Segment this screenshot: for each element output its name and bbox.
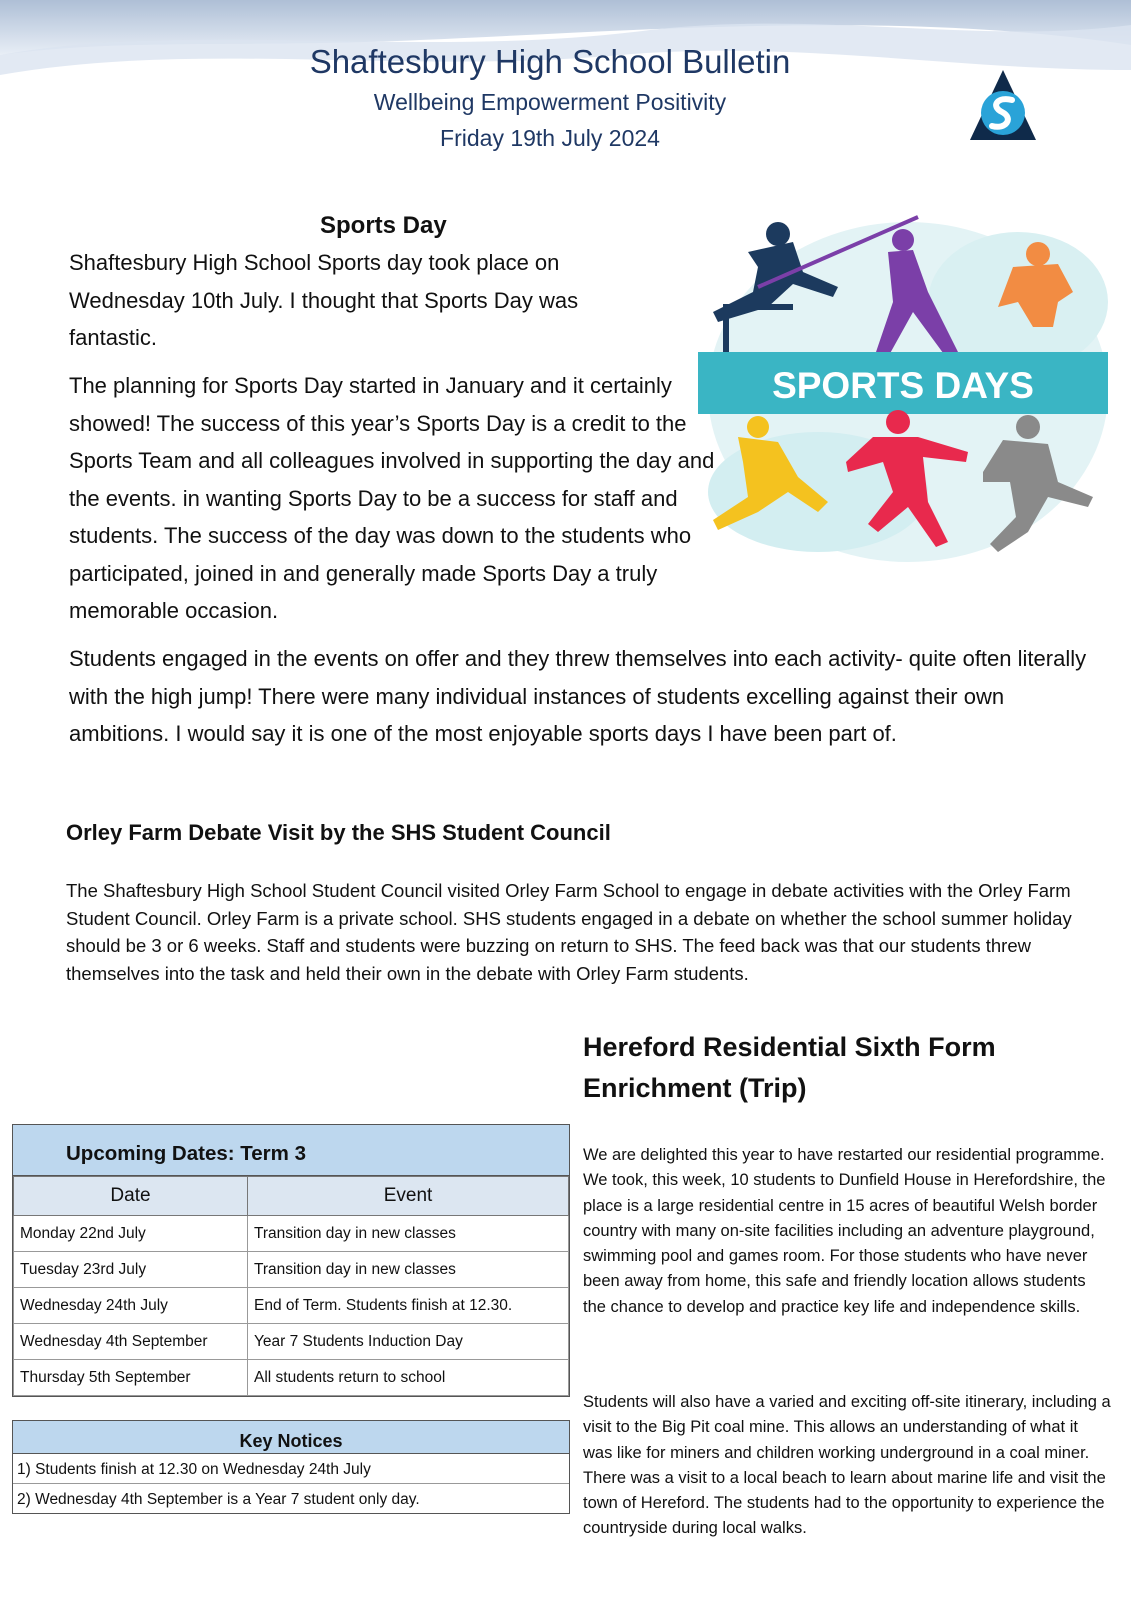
bulletin-subtitle: Wellbeing Empowerment Positivity bbox=[373, 89, 727, 115]
dates-table bbox=[13, 1176, 569, 1396]
key-notices-table bbox=[12, 1420, 570, 1514]
sports-days-illustration bbox=[698, 212, 1108, 567]
event-cell: Transition day in new classes bbox=[248, 1252, 569, 1288]
table-row bbox=[14, 1252, 569, 1288]
column-header-date: Date bbox=[14, 1177, 248, 1216]
date-cell: Wednesday 4th September bbox=[14, 1324, 248, 1360]
date-cell: Tuesday 23rd July bbox=[14, 1252, 248, 1288]
hereford-heading: Hereford Residential Sixth Form Enrichment (Trip) bbox=[583, 1032, 996, 1103]
upcoming-dates-heading: Upcoming Dates: Term 3 bbox=[13, 1125, 569, 1176]
table-row bbox=[14, 1360, 569, 1396]
sports-days-banner-text: SPORTS DAYS bbox=[772, 365, 1034, 406]
table-row bbox=[14, 1216, 569, 1252]
event-cell: End of Term. Students finish at 12.30. bbox=[248, 1288, 569, 1324]
notice-item: 1) Students finish at 12.30 on Wednesday 24th July bbox=[13, 1454, 569, 1484]
hereford-paragraph-2: Students will also have a varied and exciting off-site itinerary, including a visit to the Big Pit coal mine. This allows an understanding of what it was like for miners and children working underground in a coal miner. There was a visit to a local beach to learn about marine life and visit the town of Hereford. The students had to the opportunity to experience the countryside during local walks. bbox=[583, 1393, 1111, 1538]
date-cell: Thursday 5th September bbox=[14, 1360, 248, 1396]
sports-day-paragraph-2: The planning for Sports Day started in January and it certainly showed! The success of this year’s Sports Day is a credit to the Sports Team and all colleagues involved in supporting the day and the events. in wanting Sports Day to be a success for staff and students. The success of the day was down to the students who participated, joined in and generally made Sports Day a truly memorable occasion. bbox=[69, 373, 715, 623]
event-cell: All students return to school bbox=[248, 1360, 569, 1396]
bulletin-date: Friday 19th July 2024 bbox=[440, 125, 660, 151]
table-row bbox=[14, 1288, 569, 1324]
school-logo-icon bbox=[968, 68, 1038, 144]
notice-item: 2) Wednesday 4th September is a Year 7 student only day. bbox=[17, 1491, 420, 1508]
debate-paragraph: The Shaftesbury High School Student Council visited Orley Farm School to engage in debate activities with the Orley Farm Student Council. Orley Farm is a private school. SHS students engaged in a debate on whether the school summer holiday should be 3 or 6 weeks. Staff and students were buzzing on return to SHS. The feed back was that our students threw themselves into the task and held their own in the debate with Orley Farm students. bbox=[66, 880, 1072, 984]
date-cell: Monday 22nd July bbox=[14, 1216, 248, 1252]
hereford-paragraph-1: We are delighted this year to have restarted our residential programme. We took, this week, 10 students to Dunfield House in Herefordshire, the place is a large residential centre in 15 acres of beautiful Welsh border country with many on-site facilities including an adventure playground, swimming pool and games room. For those students who have never been away from home, this safe and friendly location allows students the chance to develop and practice key life and independence skills. bbox=[583, 1146, 1106, 1316]
date-cell: Wednesday 24th July bbox=[14, 1288, 248, 1324]
key-notices-heading: Key Notices bbox=[13, 1421, 569, 1454]
sports-day-heading: Sports Day bbox=[320, 212, 447, 239]
masthead bbox=[0, 40, 1100, 156]
sports-day-paragraph-3: Students engaged in the events on offer and they threw themselves into each activity- quite often literally with the high jump! There were many individual instances of students excelling against their own ambitions. I would say it is one of the most enjoyable sports days I have been part of. bbox=[69, 646, 1087, 746]
column-header-event: Event bbox=[248, 1177, 569, 1216]
event-cell: Year 7 Students Induction Day bbox=[248, 1324, 569, 1360]
sports-day-paragraph-1: Shaftesbury High School Sports day took place on Wednesday 10th July. I thought that Sports Day was fantastic. bbox=[69, 250, 579, 350]
table-row bbox=[14, 1324, 569, 1360]
debate-heading: Orley Farm Debate Visit by the SHS Student Council bbox=[66, 820, 611, 845]
event-cell: Transition day in new classes bbox=[248, 1216, 569, 1252]
upcoming-dates-table bbox=[12, 1124, 570, 1397]
bulletin-title: Shaftesbury High School Bulletin bbox=[309, 43, 791, 80]
